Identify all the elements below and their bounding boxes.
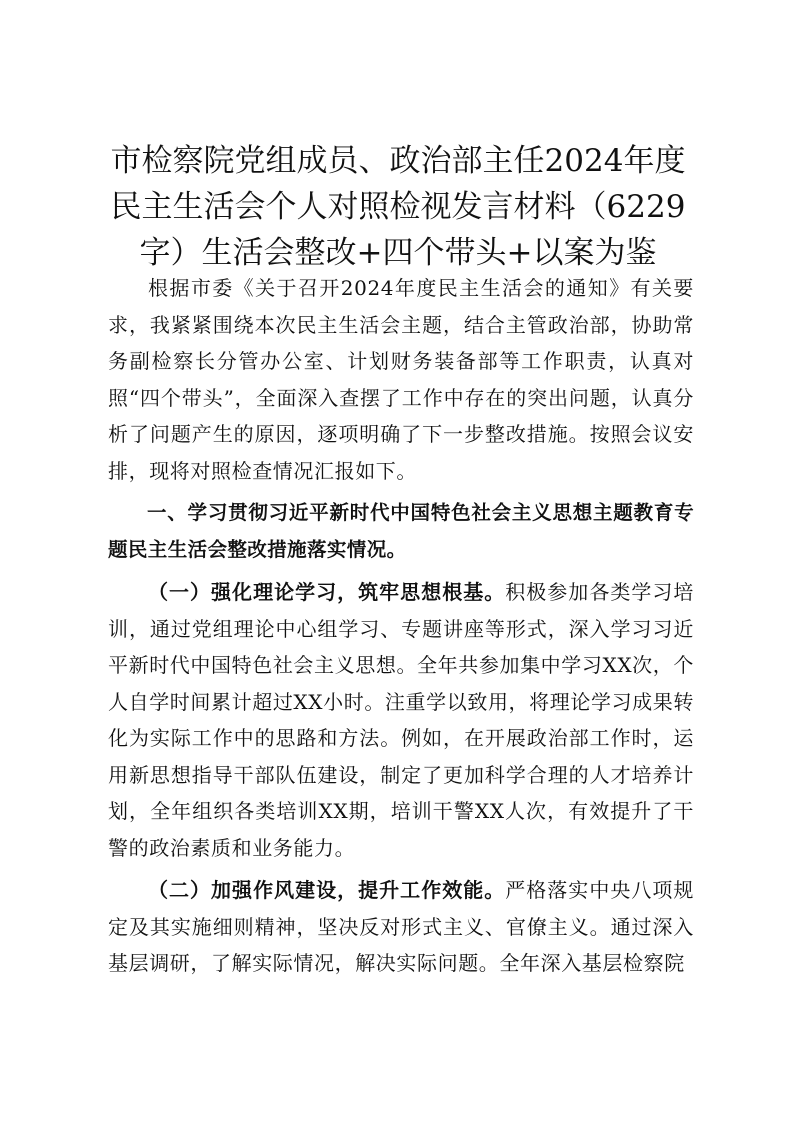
document-title: 市检察院党组成员、政治部主任2024年度民主生活会个人对照检视发言材料（6229字）生活会整改+四个带头+以案为鉴: [110, 143, 686, 271]
document-body: [108, 270, 694, 982]
item-paragraph-2: [108, 872, 694, 982]
intro-paragraph: 根据市委《关于召开2024年度民主生活会的通知》有关要求，我紧紧围绕本次民主生活会主题，结合主管政治部，协助常务副检察长分管办公室、计划财务装备部等工作职责，认真对照“四个带头”，全面深入查摆了工作中存在的突出问题，认真分析了问题产生的原因，逐项明确了下一步整改措施。按照会议安排，现将对照检查情况汇报如下。: [108, 276, 694, 483]
item-lead-2: （二）加强作风建设，提升工作效能。: [148, 878, 506, 902]
item-text-2: 严格落实中央八项规定及其实施细则精神，坚决反对形式主义、官僚主义。通过深入基层调研，了解实际情况，解决实际问题。全年深入基层检察院: [108, 878, 694, 975]
item-lead-1: （一）强化理论学习，筑牢思想根基。: [148, 580, 506, 604]
item-paragraph-1: [108, 574, 694, 866]
item-text-1: 积极参加各类学习培训，通过党组理论中心组学习、专题讲座等形式，深入学习习近平新时代中国特色社会主义思想。全年共参加集中学习XX次，个人自学时间累计超过XX小时。注重学以致用，将理论学习成果转化为实际工作中的思路和方法。例如，在开展政治部工作时，运用新思想指导干部队伍建设，制定了更加科学合理的人才培养计划，全年组织各类培训XX期，培训干警XX人次，有效提升了干警的政治素质和业务能力。: [108, 580, 694, 860]
section-heading-1: 一、学习贯彻习近平新时代中国特色社会主义思想主题教育专题民主生活会整改措施落实情况。: [108, 501, 694, 561]
